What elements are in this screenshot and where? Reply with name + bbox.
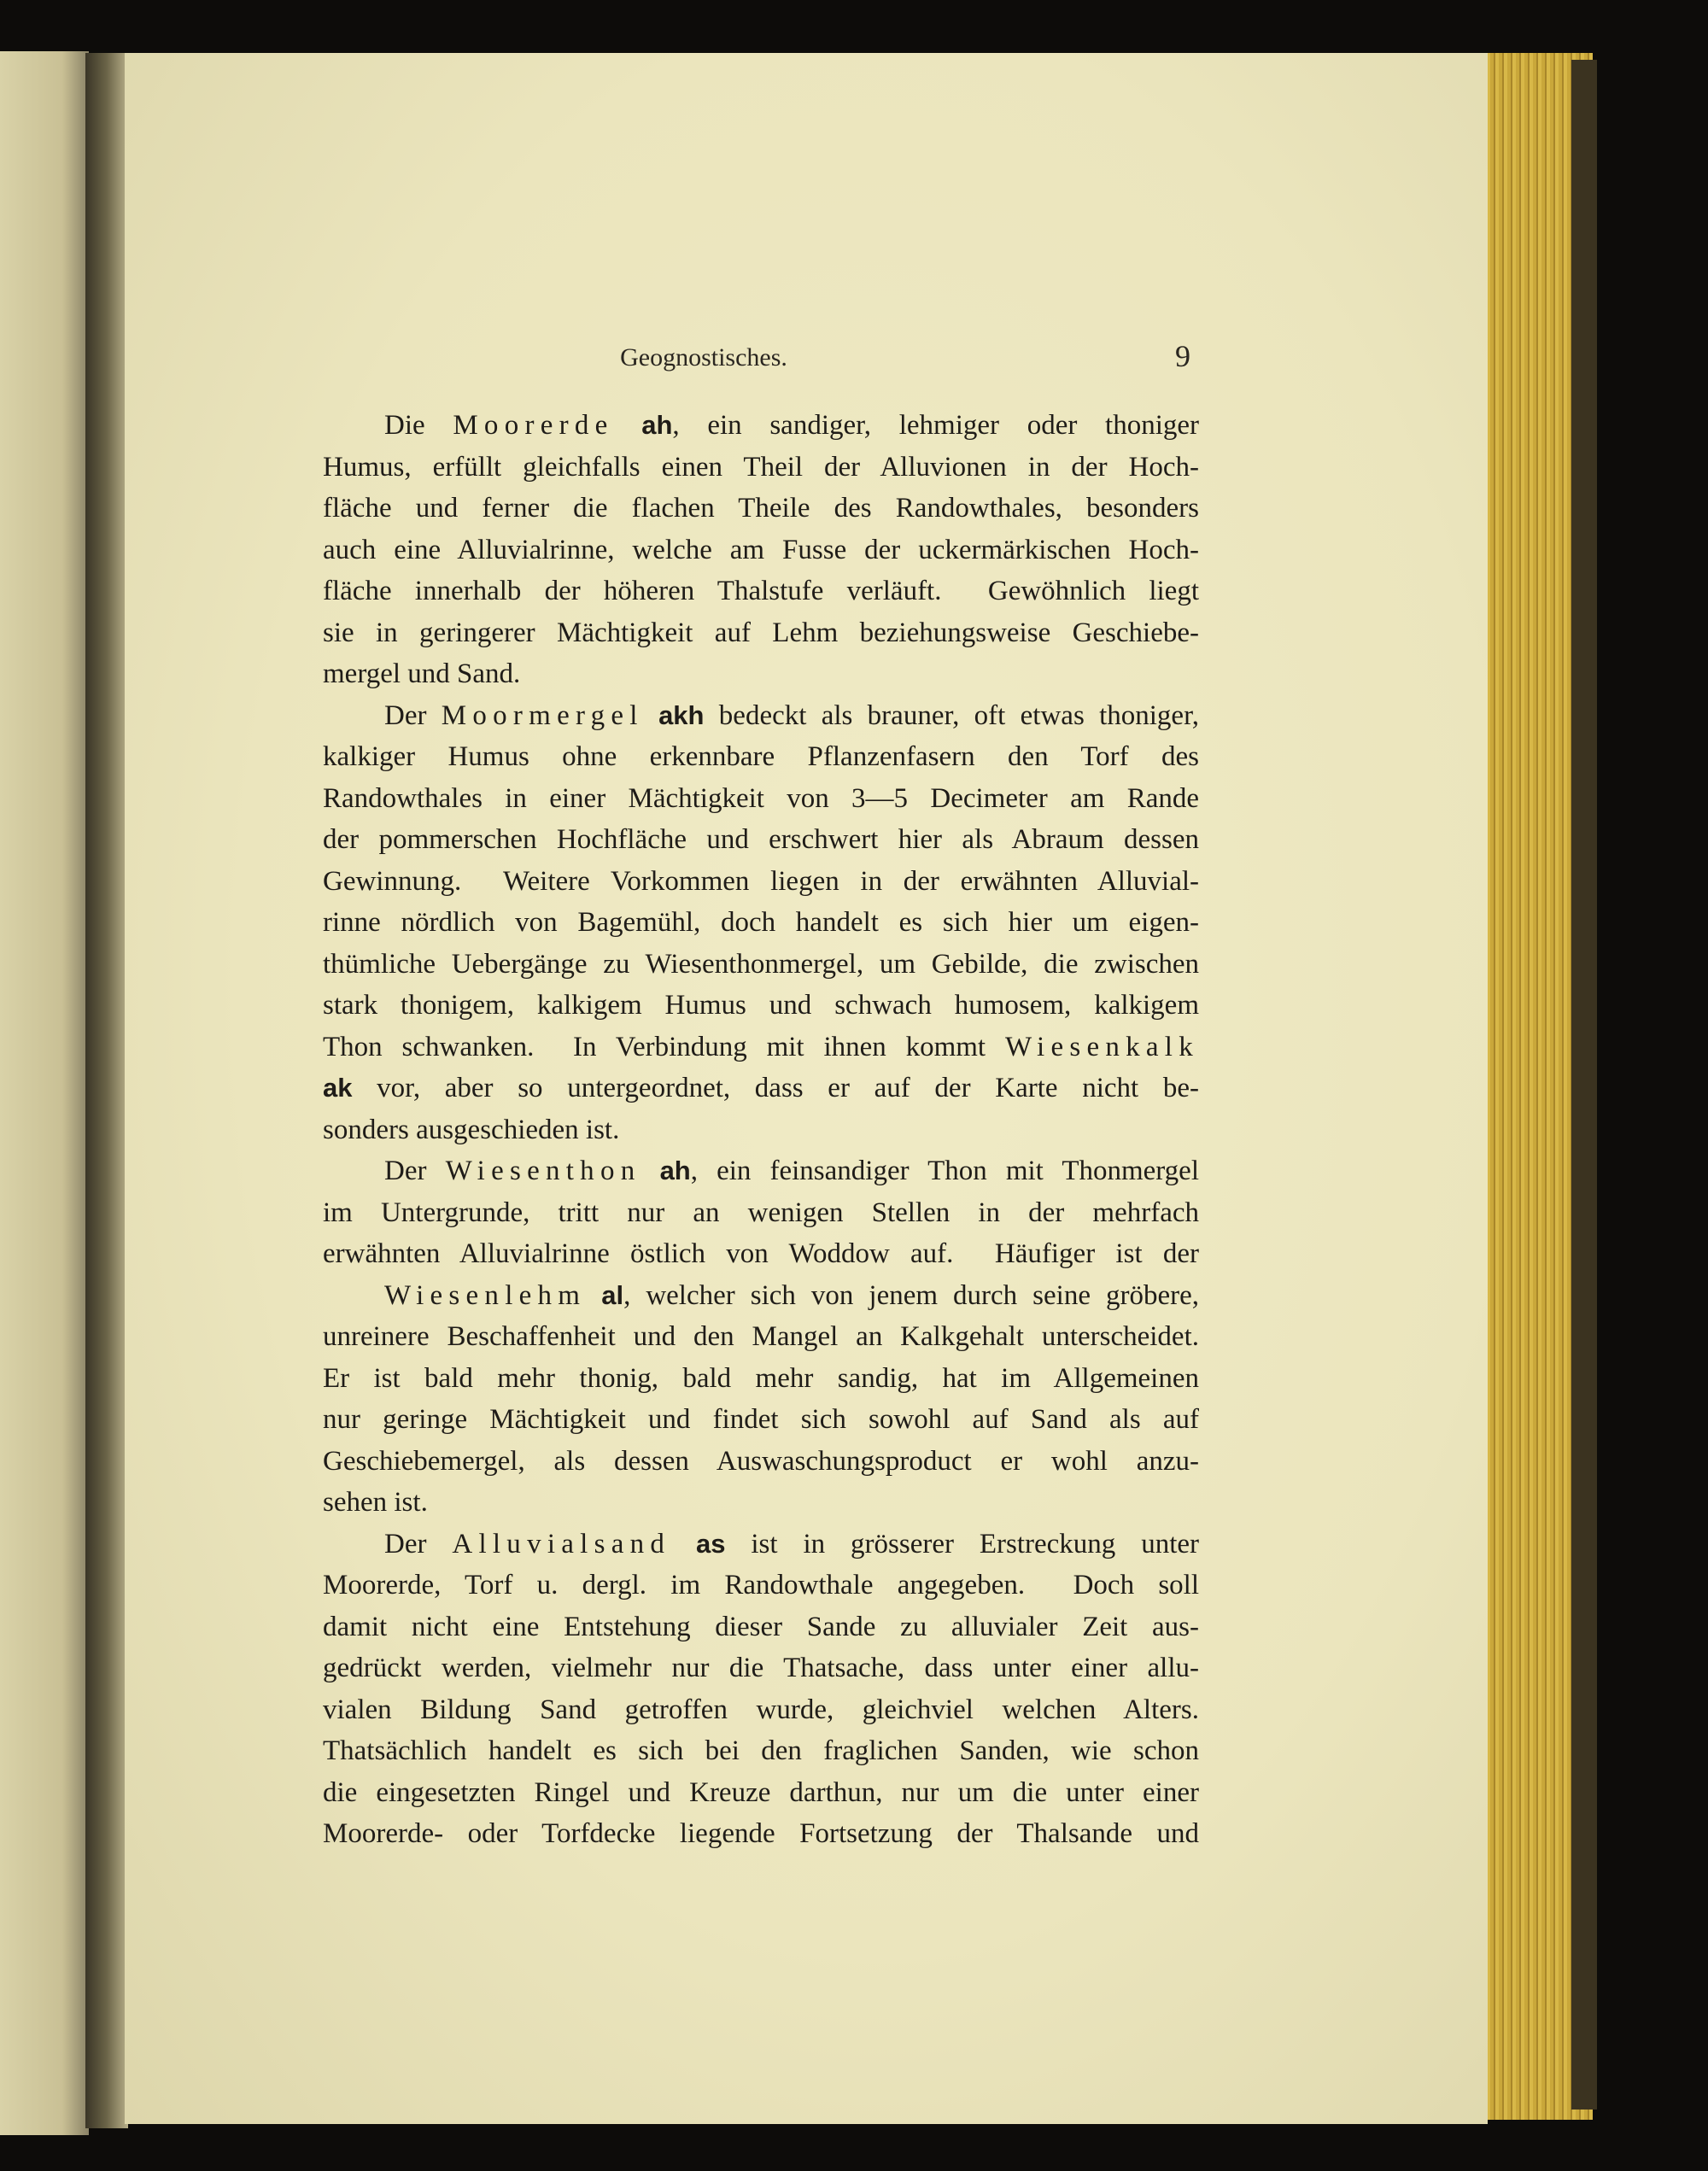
text-line: [323, 1730, 1199, 1772]
text-segment: gedrückt werden, vielmehr nur die Thatsache, dass unter einer allu-: [323, 1653, 1199, 1683]
text-segment: im Untergrunde, tritt nur an wenigen Stellen in der mehrfach: [323, 1197, 1199, 1228]
text-segment: [640, 1156, 659, 1186]
text-segment: [614, 410, 642, 441]
text-line: [323, 1399, 1199, 1441]
text-line: [323, 1027, 1199, 1068]
map-symbol: ah: [641, 410, 673, 440]
text-line: [323, 612, 1199, 654]
spaced-term: Wiesenthon: [445, 1156, 641, 1186]
text-line: [323, 1316, 1199, 1358]
text-segment: mergel und Sand.: [323, 658, 521, 689]
text-segment: Humus, erfüllt gleichfalls einen Theil der Alluvionen in der Hoch-: [323, 451, 1199, 483]
text-segment: die eingesetzten Ringel und Kreuze darthun, nur um die unter einer: [323, 1776, 1199, 1808]
text-segment: , ein feinsandiger Thon mit Thonmergel: [690, 1156, 1200, 1186]
spaced-term: Wiesenlehm: [384, 1279, 587, 1311]
text-segment: nur geringe Mächtigkeit und findet sich sowohl auf Sand als auf: [323, 1404, 1199, 1435]
text-line: [323, 1068, 1199, 1109]
text-segment: [586, 1280, 601, 1311]
text-line: [323, 1606, 1199, 1648]
book-page: [125, 53, 1488, 2124]
text-segment: unreinere Beschaffenheit und den Mangel an Kalkgehalt unterscheidet.: [323, 1321, 1199, 1352]
text-segment: erwähnten Alluvialrinne östlich von Woddow auf. Häufiger ist der: [323, 1238, 1199, 1269]
text-segment: kalkiger Humus ohne erkennbare Pflanzenfasern den Torf des: [323, 741, 1199, 772]
text-segment: Der: [384, 1156, 446, 1186]
text-segment: auch eine Alluvialrinne, welche am Fusse der uckermärkischen Hoch-: [323, 534, 1199, 565]
body-text: [323, 405, 1199, 1855]
text-segment: sie in geringerer Mächtigkeit auf Lehm beziehungsweise Geschiebe-: [323, 617, 1199, 648]
text-segment: sonders ausgeschieden ist.: [323, 1114, 620, 1145]
text-segment: Moorerde, Torf u. dergl. im Randowthale angegeben. Doch soll: [323, 1570, 1199, 1600]
text-segment: Geschiebemergel, als dessen Auswaschungsproduct er wohl anzu-: [323, 1445, 1199, 1477]
map-symbol: as: [696, 1528, 726, 1559]
text-line: [323, 530, 1199, 571]
text-line: [323, 1192, 1199, 1234]
text-segment: thümliche Uebergänge zu Wiesenthonmergel, um Gebilde, die zwischen: [323, 948, 1199, 980]
text-line: [323, 488, 1199, 530]
text-line: [323, 1150, 1199, 1192]
text-segment: Er ist bald mehr thonig, bald mehr sandig, hat im Allgemeinen: [323, 1362, 1199, 1394]
text-segment: Thatsächlich handelt es sich bei den fraglichen Sanden, wie schon: [323, 1735, 1199, 1766]
text-segment: [670, 1529, 696, 1559]
text-line: [323, 1358, 1199, 1400]
text-segment: Der: [384, 699, 442, 731]
text-segment: vor, aber so untergeordnet, dass er auf der Karte nicht be-: [352, 1073, 1199, 1103]
text-line: [323, 695, 1199, 737]
text-line: [323, 1524, 1199, 1565]
spaced-term: Alluvialsand: [452, 1528, 671, 1559]
text-segment: damit nicht eine Entstehung dieser Sande zu alluvialer Zeit aus-: [323, 1611, 1199, 1642]
text-line: [323, 1689, 1199, 1731]
text-segment: Moorerde- oder Torfdecke liegende Fortsetzung der Thalsande und: [323, 1818, 1199, 1849]
text-segment: Thon schwanken. In Verbindung mit ihnen kommt: [323, 1031, 1005, 1062]
text-segment: , welcher sich von jenem durch seine gröbere,: [623, 1279, 1199, 1311]
text-line: [323, 1109, 1199, 1151]
text-line: [323, 985, 1199, 1027]
book-cover-edge: [1571, 60, 1597, 2110]
text-segment: Die: [384, 410, 453, 441]
text-segment: Gewinnung. Weitere Vorkommen liegen in der erwähnten Alluvial-: [323, 865, 1199, 897]
spaced-term: Wiesenkalk: [1004, 1031, 1199, 1062]
text-line: [323, 1441, 1199, 1483]
map-symbol: ak: [323, 1073, 353, 1103]
text-segment: [644, 700, 658, 731]
text-segment: der pommerschen Hochfläche und erschwert hier als Abraum dessen: [323, 824, 1199, 855]
map-symbol: ah: [659, 1156, 691, 1185]
page-number: 9: [1175, 339, 1190, 373]
text-line: [323, 902, 1199, 944]
text-segment: Randowthales in einer Mächtigkeit von 3—5 Decimeter am Rande: [323, 782, 1199, 814]
text-line: [323, 447, 1199, 489]
spaced-term: Moorerde: [453, 410, 614, 441]
text-segment: ist in grösserer Erstreckung unter: [725, 1528, 1199, 1559]
text-line: [323, 653, 1199, 695]
map-symbol: al: [601, 1279, 624, 1310]
text-segment: rinne nördlich von Bagemühl, doch handelt es sich hier um eigen-: [323, 907, 1199, 938]
text-line: [323, 1813, 1199, 1855]
text-line: [323, 405, 1199, 447]
text-segment: bedeckt als brauner, oft etwas thoniger,: [704, 699, 1199, 731]
text-line: [323, 736, 1199, 778]
text-line: [323, 1565, 1199, 1606]
running-head: Geognostisches.: [620, 343, 787, 372]
text-segment: fläche innerhalb der höheren Thalstufe verläuft. Gewöhnlich liegt: [323, 576, 1199, 606]
text-segment: stark thonigem, kalkigem Humus und schwach humosem, kalkigem: [323, 990, 1199, 1021]
text-line: [323, 1772, 1199, 1814]
text-segment: vialen Bildung Sand getroffen wurde, gleichviel welchen Alters.: [323, 1694, 1199, 1725]
text-line: [323, 571, 1199, 612]
text-line: [323, 819, 1199, 861]
text-segment: fläche und ferner die flachen Theile des Randowthales, besonders: [323, 493, 1199, 524]
text-line: [323, 1233, 1199, 1275]
text-line: [323, 1647, 1199, 1689]
text-line: [323, 1482, 1199, 1524]
text-segment: , ein sandiger, lehmiger oder thoniger: [672, 410, 1199, 441]
spaced-term: Moormergel: [441, 699, 644, 731]
text-segment: Der: [384, 1528, 453, 1559]
text-line: [323, 778, 1199, 820]
text-line: [323, 861, 1199, 903]
text-segment: sehen ist.: [323, 1487, 428, 1518]
map-symbol: akh: [658, 699, 705, 730]
text-line: [323, 1275, 1199, 1317]
text-line: [323, 944, 1199, 986]
